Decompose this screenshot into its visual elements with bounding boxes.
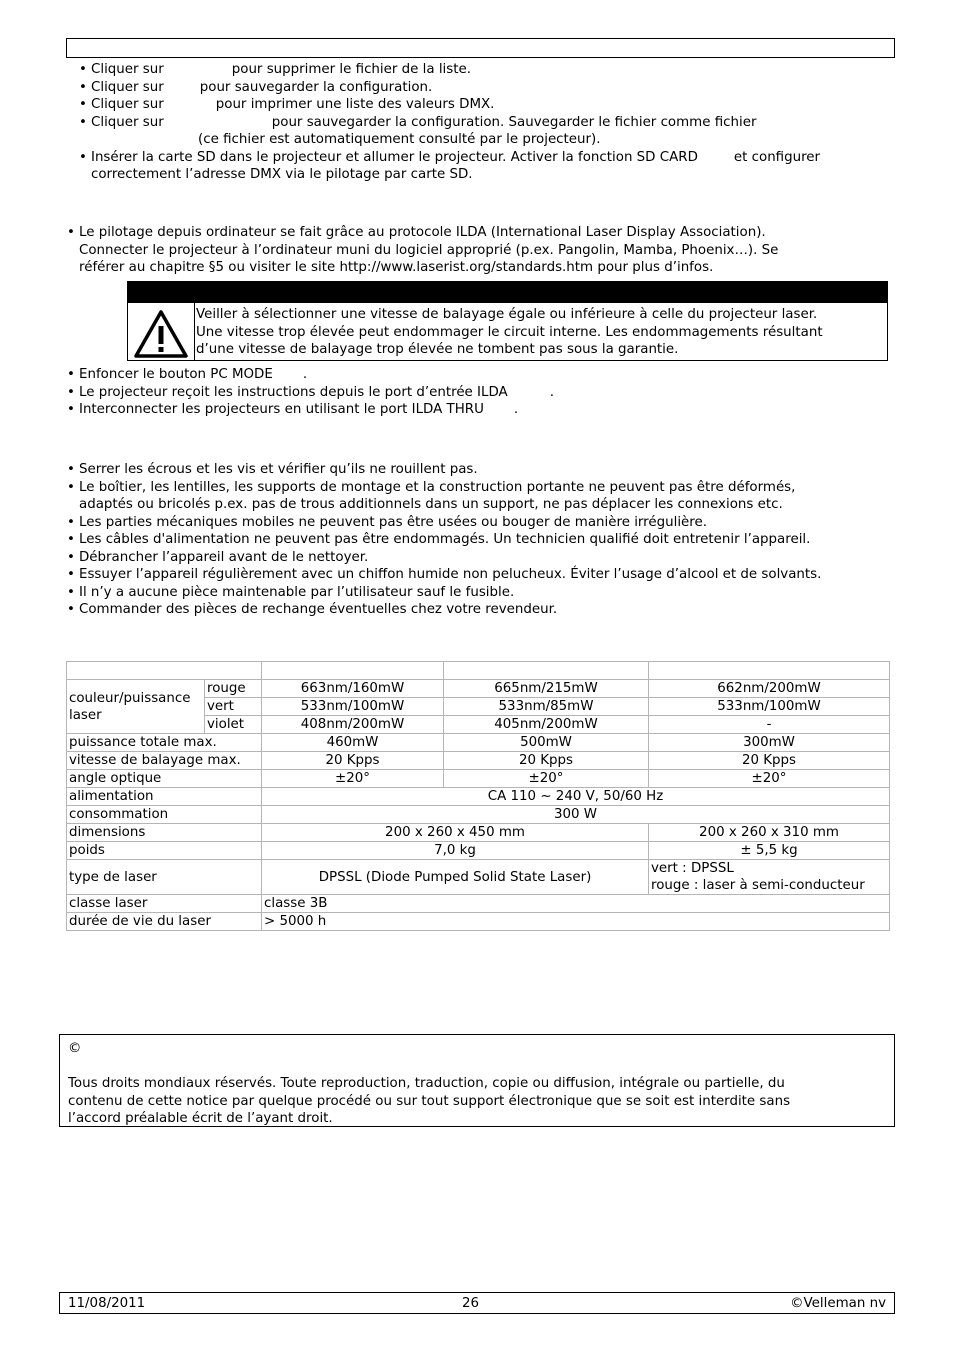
list-item: • Le projecteur reçoit les instructions depuis le port d’entrée ILDA . xyxy=(65,384,554,402)
list-item: • Essuyer l’appareil régulièrement avec un chiffon humide non pelucheux. Éviter l’usage d’alcool et de solvants. xyxy=(65,566,821,584)
table-row xyxy=(67,752,890,770)
list-item: • Interconnecter les projecteurs en utilisant le port ILDA THRU . xyxy=(65,401,554,419)
copyright-box xyxy=(59,1034,895,1127)
list-item-continuation: correctement l’adresse DMX via le pilotage par carte SD. xyxy=(91,167,473,182)
list-item: • Commander des pièces de rechange éventuelles chez votre revendeur. xyxy=(65,601,821,619)
table-cell: DPSSL (Diode Pumped Solid State Laser) xyxy=(262,860,649,895)
table-cell: 408nm/200mW xyxy=(262,716,444,734)
list-item-continuation: adaptés ou bricolés p.ex. pas de trous additionnels dans un support, ne pas déplacer les connexions etc. xyxy=(79,497,783,512)
list-item: • Cliquer sur pour imprimer une liste des valeurs DMX. xyxy=(77,96,820,114)
page-number: 26 xyxy=(462,1296,480,1311)
table-cell: dimensions xyxy=(67,824,262,842)
list-item: • Cliquer sur pour sauvegarder la configuration. xyxy=(77,79,820,97)
table-row xyxy=(67,806,890,824)
list-item: • Débrancher l’appareil avant de le nettoyer. xyxy=(65,549,821,567)
table-cell: 460mW xyxy=(262,734,444,752)
table-cell: - xyxy=(649,716,890,734)
list-item: • Insérer la carte SD dans le projecteur et allumer le projecteur. Activer la fonction SD CARD et configurer xyxy=(77,149,820,167)
list-item-continuation: (ce fichier est automatiquement consulté par le projecteur). xyxy=(198,132,601,147)
copyright-line: contenu de cette notice par quelque procédé ou sur tout support électronique que se soit est interdite sans xyxy=(68,1093,791,1109)
table-row xyxy=(67,770,890,788)
software-steps-list xyxy=(77,61,820,166)
list-item: • Il n’y a aucune pièce maintenable par l’utilisateur sauf le fusible. xyxy=(65,584,821,602)
list-item-continuation: Connecter le projecteur à l’ordinateur muni du logiciel approprié (p.ex. Pangolin, Mamba, Phoenix…). Se xyxy=(79,242,779,258)
warning-text xyxy=(196,306,883,359)
table-cell: 20 Kpps xyxy=(649,752,890,770)
table-cell: 662nm/200mW xyxy=(649,680,890,698)
table-cell: rouge xyxy=(205,680,262,698)
list-item: • Cliquer sur pour sauvegarder la configuration. Sauvegarder le fichier comme fichier xyxy=(77,114,820,132)
table-cell: 500mW xyxy=(444,734,649,752)
warning-line: d’une vitesse de balayage trop élevée ne tombent pas sous la garantie. xyxy=(196,342,679,357)
table-row xyxy=(67,860,890,895)
table-cell xyxy=(67,662,262,680)
warning-line: Une vitesse trop élevée peut endommager le circuit interne. Les endommagements résultant xyxy=(196,324,823,340)
copyright-symbol: © xyxy=(68,1041,82,1056)
table-cell: classe laser xyxy=(67,895,262,913)
list-item: • Les parties mécaniques mobiles ne peuvent pas être usées ou bouger de manière irrégulière. xyxy=(65,514,821,532)
list-item: • Le boîtier, les lentilles, les supports de montage et la construction portante ne peuvent pas être déformés, xyxy=(65,479,821,497)
table-row xyxy=(67,895,890,913)
maintenance-list xyxy=(65,461,821,619)
table-cell: 405nm/200mW xyxy=(444,716,649,734)
table-cell: poids xyxy=(67,842,262,860)
table-cell: alimentation xyxy=(67,788,262,806)
footer-date: 11/08/2011 xyxy=(68,1296,146,1311)
table-cell: 300 W xyxy=(262,806,890,824)
copyright-line: l’accord préalable écrit de l’ayant droit. xyxy=(68,1111,333,1126)
pc-mode-list xyxy=(65,366,554,419)
table-cell: ± 5,5 kg xyxy=(649,842,890,860)
table-cell: 665nm/215mW xyxy=(444,680,649,698)
list-item: • Serrer les écrous et les vis et vérifier qu’ils ne rouillent pas. xyxy=(65,461,821,479)
ilda-list xyxy=(65,224,778,277)
table-cell xyxy=(262,662,444,680)
table-row xyxy=(67,824,890,842)
footer-brand: ©Velleman nv xyxy=(790,1296,886,1311)
table-cell: type de laser xyxy=(67,860,262,895)
table-cell: 300mW xyxy=(649,734,890,752)
table-cell: 7,0 kg xyxy=(262,842,649,860)
table-cell: violet xyxy=(205,716,262,734)
table-cell: 533nm/100mW xyxy=(649,698,890,716)
table-cell: ±20° xyxy=(444,770,649,788)
table-row xyxy=(67,680,890,698)
section-header-box xyxy=(66,38,895,58)
warning-line: Veiller à sélectionner une vitesse de balayage égale ou inférieure à celle du projecteur laser. xyxy=(196,307,818,322)
table-cell: classe 3B xyxy=(262,895,890,913)
table-cell: angle optique xyxy=(67,770,262,788)
warning-header-bar xyxy=(128,282,887,303)
table-row xyxy=(67,788,890,806)
table-cell: 20 Kpps xyxy=(262,752,444,770)
table-header-row xyxy=(67,662,890,680)
list-item: • Cliquer sur pour supprimer le fichier de la liste. xyxy=(77,61,820,79)
table-cell xyxy=(649,662,890,680)
table-cell: ±20° xyxy=(649,770,890,788)
table-cell: 200 x 260 x 310 mm xyxy=(649,824,890,842)
table-cell xyxy=(444,662,649,680)
table-cell: vert : DPSSL rouge : laser à semi-conducteur xyxy=(649,860,890,895)
list-item-continuation: référer au chapitre §5 ou visiter le site http://www.laserist.org/standards.htm pour plus d’infos. xyxy=(79,260,714,275)
table-row xyxy=(67,913,890,931)
specifications-table xyxy=(66,661,890,931)
page-footer xyxy=(59,1292,895,1314)
table-cell: vert xyxy=(205,698,262,716)
table-cell: 533nm/85mW xyxy=(444,698,649,716)
table-row xyxy=(67,734,890,752)
table-cell: puissance totale max. xyxy=(67,734,262,752)
list-item: • Enfoncer le bouton PC MODE . xyxy=(65,366,554,384)
copyright-line: Tous droits mondiaux réservés. Toute reproduction, traduction, copie ou diffusion, intégrale ou partielle, du xyxy=(68,1076,785,1091)
table-cell: couleur/puissance laser xyxy=(67,680,205,734)
table-cell: 663nm/160mW xyxy=(262,680,444,698)
list-item: • Les câbles d'alimentation ne peuvent pas être endommagés. Un technicien qualifié doit entretenir l’appareil. xyxy=(65,531,821,549)
table-row xyxy=(67,842,890,860)
list-item: • Le pilotage depuis ordinateur se fait grâce au protocole ILDA (International Laser Display Association). xyxy=(65,224,778,242)
table-cell: 533nm/100mW xyxy=(262,698,444,716)
table-cell: CA 110 ~ 240 V, 50/60 Hz xyxy=(262,788,890,806)
warning-icon-cell xyxy=(128,303,195,360)
table-cell: > 5000 h xyxy=(262,913,890,931)
table-cell: durée de vie du laser xyxy=(67,913,262,931)
table-cell: 200 x 260 x 450 mm xyxy=(262,824,649,842)
table-cell: consommation xyxy=(67,806,262,824)
warning-triangle-icon xyxy=(134,309,188,359)
table-cell: vitesse de balayage max. xyxy=(67,752,262,770)
table-cell: 20 Kpps xyxy=(444,752,649,770)
warning-box xyxy=(127,281,888,361)
table-cell: ±20° xyxy=(262,770,444,788)
